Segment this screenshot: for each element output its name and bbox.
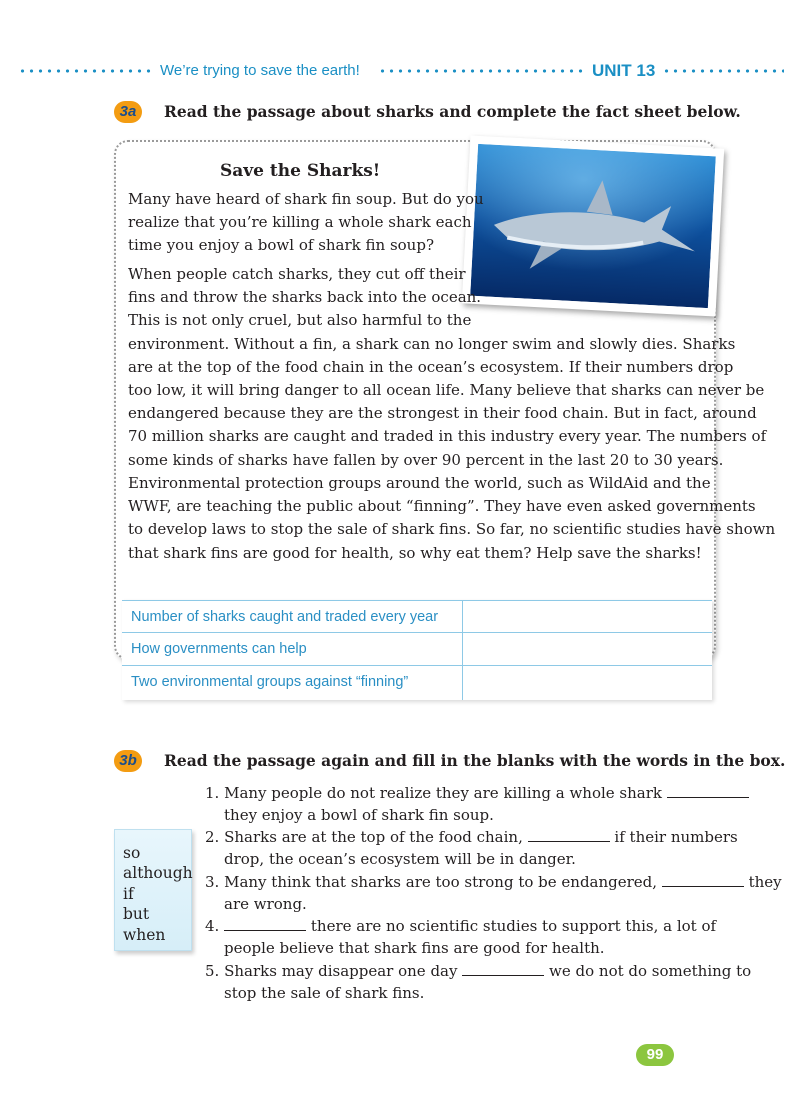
fact-column-divider [462,600,463,700]
header-dots-left [18,68,154,74]
word-option: if [123,885,134,903]
item-text: Sharks are at the top of the food chain, [224,828,523,846]
fact-sheet-table [122,600,712,700]
passage-line: environment. Without a fin, a shark can no longer swim and slowly dies. Sharks [128,334,736,353]
fact-answer-1[interactable] [464,600,712,632]
exercise-item-5-cont: stop the sale of shark fins. [224,984,425,1002]
passage-line: to develop laws to stop the sale of shark fins. So far, no scientific studies have shown [128,520,776,539]
item-number: 2. [205,828,220,846]
item-text: there are no scientific studies to support this, a lot of [310,917,717,935]
exercise-item-1-cont: they enjoy a bowl of shark fin soup. [224,806,494,824]
passage-line: too low, it will bring danger to all ocean life. Many believe that sharks can never be [128,381,765,400]
word-option: but [123,905,150,923]
word-option: although [123,864,193,882]
fact-label: Two environmental groups against “finning” [131,674,409,690]
item-number: 5. [205,962,220,980]
header-dots-middle [378,68,586,74]
passage-line: some kinds of sharks have fallen by over 90 percent in the last 20 to 30 years. [128,450,724,469]
fact-label: Number of sharks caught and traded every year [131,609,439,625]
passage-line: endangered because they are the strongest in their food chain. But in fact, around [128,404,757,423]
exercise-item-4-cont: people believe that shark fins are good for health. [224,939,605,957]
fact-label: How governments can help [131,641,307,657]
header-subtitle: We’re trying to save the earth! [160,62,360,79]
task-badge-3b: 3b [114,750,142,772]
word-option: so [123,844,141,862]
item-text: Many people do not realize they are killing a whole shark [224,784,662,802]
passage-paragraph-1 [128,188,484,258]
passage-line: Many have heard of shark fin soup. But do you [128,190,484,208]
running-header [0,60,800,84]
answer-blank[interactable] [662,873,744,887]
item-text: Many think that sharks are too strong to be endangered, [224,873,658,891]
passage-line: fins and throw the sharks back into the ocean. [128,288,482,307]
passage-line: that shark fins are good for health, so why eat them? Help save the sharks! [128,543,702,562]
exercise-item-2 [205,828,738,846]
fact-answer-3[interactable] [464,666,712,698]
item-number: 4. [205,917,220,935]
exercise-item-2-cont: drop, the ocean’s ecosystem will be in danger. [224,850,576,868]
item-text: we do not do something to [549,962,752,980]
page-number: 99 [636,1044,674,1066]
word-option: when [123,926,166,944]
passage-title: Save the Sharks! [220,161,381,181]
task-badge-3a: 3a [114,101,142,123]
task-instruction-3b: Read the passage again and fill in the blanks with the words in the box. [164,751,786,770]
passage-line: are at the top of the food chain in the ocean’s ecosystem. If their numbers drop [128,357,734,376]
passage-paragraph-2 [128,263,766,472]
passage-line: When people catch sharks, they cut off their [128,265,466,283]
fact-answer-2[interactable] [464,633,712,665]
exercise-item-5 [205,962,751,980]
word-box [114,829,192,951]
answer-blank[interactable] [462,962,544,976]
answer-blank[interactable] [224,917,306,931]
exercise-item-4 [205,917,716,935]
exercise-item-3 [205,873,782,891]
passage-line: 70 million sharks are caught and traded in this industry every year. The numbers of [128,427,767,446]
passage-line: realize that you’re killing a whole shark each [128,213,472,232]
item-number: 3. [205,873,220,891]
item-number: 1. [205,784,220,802]
passage-line: WWF, are teaching the public about “finning”. They have even asked governments [128,497,756,516]
answer-blank[interactable] [667,784,749,798]
item-text: if their numbers [614,828,738,846]
task-instruction-3a: Read the passage about sharks and complete the fact sheet below. [164,102,741,121]
header-unit: UNIT 13 [592,61,656,80]
answer-blank[interactable] [528,828,610,842]
passage-line: Environmental protection groups around the world, such as WildAid and the [128,474,711,492]
passage-line: This is not only cruel, but also harmful to the [128,311,472,330]
passage-paragraph-3 [128,472,775,565]
exercise-item-3-cont: are wrong. [224,895,307,913]
passage-line: time you enjoy a bowl of shark fin soup? [128,236,434,255]
exercise-item-1 [205,784,749,802]
header-dots-right [662,68,784,74]
item-text: they [748,873,782,891]
item-text: Sharks may disappear one day [224,962,458,980]
